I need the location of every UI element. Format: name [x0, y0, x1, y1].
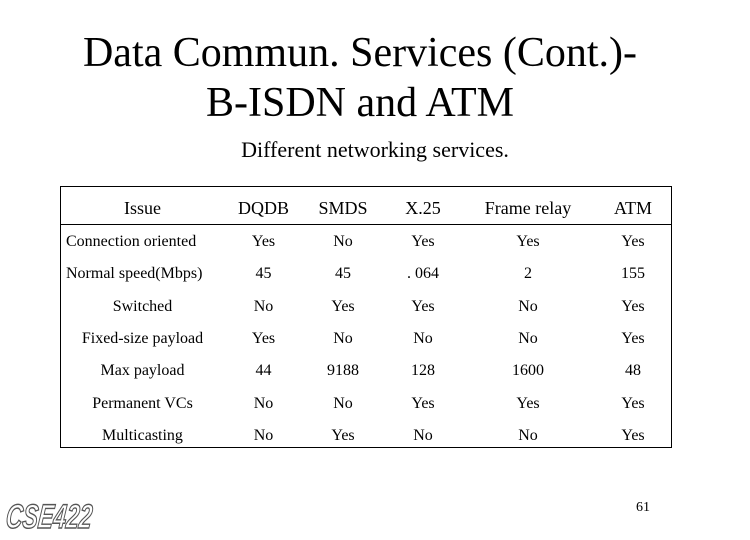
table-row: [60, 226, 672, 258]
table-cell: 2: [524, 265, 532, 283]
table-cell: 44: [255, 362, 272, 380]
row-label: Normal speed(Mbps): [66, 265, 203, 283]
table-cell: 1600: [512, 362, 544, 380]
table-cell: Yes: [331, 426, 355, 444]
slide-title-line-2: B-ISDN and ATM: [205, 80, 514, 126]
table-cell: Yes: [621, 330, 645, 348]
table-cell: No: [333, 330, 353, 348]
table-cell: Yes: [516, 394, 540, 412]
table-cell: No: [518, 426, 538, 444]
table-row: [60, 291, 672, 323]
slide-title-line-1: Data Commun. Services (Cont.)-: [82, 30, 638, 76]
slide-title: [0, 28, 720, 128]
table-cell: No: [518, 297, 538, 315]
slide-subtitle: Different networking services.: [241, 137, 509, 162]
table-cell: Yes: [621, 233, 645, 251]
row-label: Max payload: [100, 362, 185, 380]
column-header-atm: ATM: [613, 197, 652, 218]
table-row: [60, 355, 672, 387]
table-cell: 155: [621, 265, 645, 283]
table-cell: Yes: [411, 297, 435, 315]
table-cell: No: [253, 297, 274, 315]
table-cell: 9188: [327, 362, 359, 380]
table-cell: Yes: [621, 297, 645, 315]
column-header-frame-relay: Frame relay: [484, 197, 572, 218]
column-header-issue: Issue: [124, 197, 161, 218]
row-label: Multicasting: [102, 426, 183, 444]
column-header-x25: X.25: [405, 197, 441, 218]
table-cell: Yes: [516, 233, 540, 251]
row-label: Permanent VCs: [92, 394, 193, 412]
cse422-logo: [4, 490, 135, 536]
table-cell: No: [333, 394, 353, 412]
table-cell: No: [413, 330, 433, 348]
row-label: Switched: [112, 297, 173, 315]
logo-text: CSE422: [4, 498, 135, 536]
table-row: [60, 323, 672, 355]
table-row: [60, 420, 672, 452]
page-number: 61: [636, 500, 650, 515]
table-cell: . 064: [407, 265, 439, 283]
table-cell: Yes: [411, 394, 435, 412]
row-label: Fixed-size payload: [81, 330, 204, 348]
column-header-smds: SMDS: [318, 197, 368, 218]
table-cell: Yes: [621, 426, 645, 444]
table-cell: No: [413, 426, 433, 444]
table-cell: Yes: [331, 297, 355, 315]
table-cell: No: [253, 394, 274, 412]
table-cell: 128: [411, 362, 435, 380]
table-cell: Yes: [251, 233, 276, 251]
table-cell: 45: [335, 265, 351, 283]
column-header-dqdb: DQDB: [237, 197, 289, 218]
table-row: [60, 387, 672, 419]
row-label: Connection oriented: [66, 233, 197, 251]
table-cell: Yes: [411, 233, 435, 251]
table-header-row: [60, 190, 672, 226]
table-cell: Yes: [251, 330, 276, 348]
table-cell: 45: [255, 265, 272, 283]
table-cell: 48: [625, 362, 641, 380]
table-cell: No: [253, 426, 274, 444]
services-comparison-table: [60, 190, 672, 452]
table-cell: No: [333, 233, 353, 251]
table-row: [60, 258, 672, 290]
table-cell: Yes: [621, 394, 645, 412]
table-cell: No: [518, 330, 538, 348]
